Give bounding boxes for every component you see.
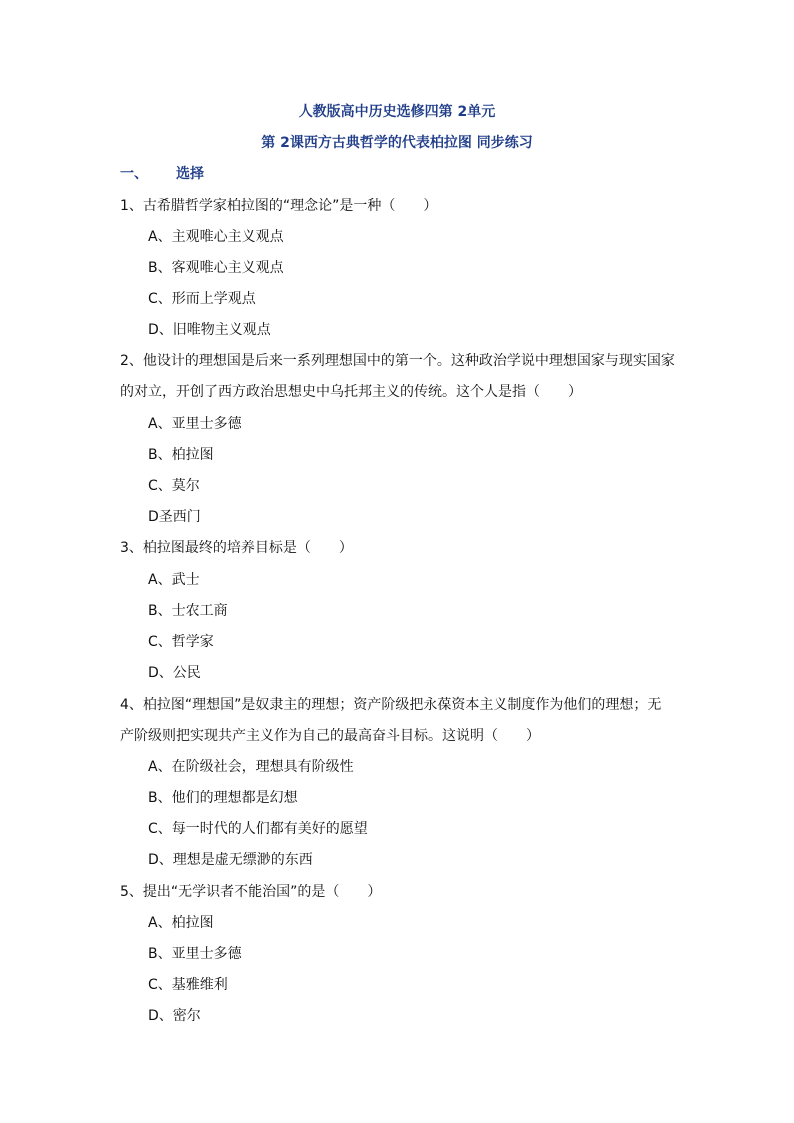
question-1-option-d: D、旧唯物主义观点 bbox=[148, 322, 271, 338]
question-2-option-a: A、亚里士多德 bbox=[148, 416, 242, 432]
document-title: 人教版高中历史选修四第 2单元 bbox=[298, 104, 496, 120]
question-4-option-b: B、他们的理想都是幻想 bbox=[148, 790, 298, 806]
question-5-option-a: A、柏拉图 bbox=[148, 915, 214, 931]
question-5-text: 5、提出“无学识者不能治国”的是（ ） bbox=[120, 884, 382, 900]
question-3-option-c: C、哲学家 bbox=[148, 634, 214, 650]
question-1-option-c: C、形而上学观点 bbox=[148, 291, 256, 307]
section-number: 一、 bbox=[120, 166, 148, 182]
question-4-option-c: C、每一时代的人们都有美好的愿望 bbox=[148, 821, 368, 837]
question-2-text: 2、他设计的理想国是后来一系列理想国中的第一个。这种政治学说中理想国家与现实国家 bbox=[120, 353, 675, 369]
question-4-text: 4、柏拉图“理想国”是奴隶主的理想；资产阶级把永葆资本主义制度作为他们的理想；无 bbox=[120, 697, 662, 713]
question-3-text: 3、柏拉图最终的培养目标是（ ） bbox=[120, 540, 353, 556]
question-2-option-b: B、柏拉图 bbox=[148, 447, 214, 463]
question-1-option-b: B、客观唯心主义观点 bbox=[148, 260, 284, 276]
section-label: 选择 bbox=[176, 166, 204, 182]
question-2-option-d: D圣西门 bbox=[148, 509, 201, 525]
question-4-text-cont: 产阶级则把实现共产主义作为自己的最高奋斗目标。这说明（ ） bbox=[120, 728, 540, 744]
question-5-option-d: D、密尔 bbox=[148, 1008, 201, 1024]
question-1-text: 1、古希腊哲学家柏拉图的“理念论”是一种（ ） bbox=[120, 198, 438, 214]
question-3-option-d: D、公民 bbox=[148, 665, 201, 681]
question-3-option-b: B、士农工商 bbox=[148, 603, 228, 619]
question-5-option-c: C、基雅维利 bbox=[148, 977, 228, 993]
question-2-text-cont: 的对立，开创了西方政治思想史中乌托邦主义的传统。这个人是指（ ） bbox=[120, 384, 582, 400]
question-4-option-a: A、在阶级社会，理想具有阶级性 bbox=[148, 759, 354, 775]
question-1-option-a: A、主观唯心主义观点 bbox=[148, 229, 284, 245]
question-4-option-d: D、理想是虚无缥渺的东西 bbox=[148, 852, 313, 868]
question-5-option-b: B、亚里士多德 bbox=[148, 946, 242, 962]
section-heading bbox=[120, 164, 204, 184]
question-3-option-a: A、武士 bbox=[148, 572, 200, 588]
question-2-option-c: C、莫尔 bbox=[148, 478, 200, 494]
document-subtitle: 第 2课西方古典哲学的代表柏拉图 同步练习 bbox=[261, 135, 533, 151]
